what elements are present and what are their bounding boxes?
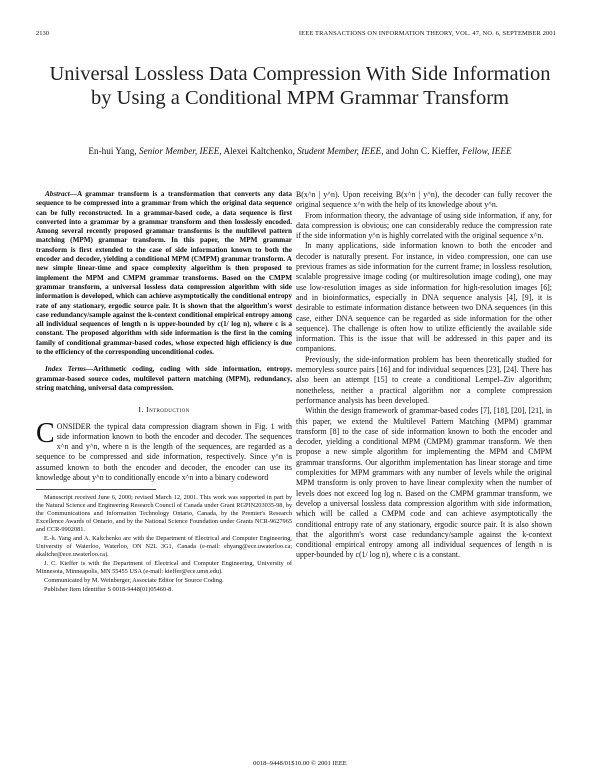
body-paragraph-4: Previously, the side-information problem has been theoretically studied for memoryless source pairs [16] and for individual sequences [23], [24]. There has also been an attempt [15] to create a conditional Lempel–Ziv algorithm; nonetheless, neither a practical algorithm nor a complete compression performance analysis has been developed. [296, 354, 552, 405]
intro-paragraph [36, 417, 292, 484]
running-header: IEEE TRANSACTIONS ON INFORMATION THEORY, VOL. 47, NO. 6, SEPTEMBER 2001 [298, 30, 556, 37]
left-column [36, 190, 292, 595]
author-1-name: En-hui Yang, [88, 146, 137, 156]
abstract-lead: Abstract— [45, 190, 77, 198]
section-heading: I. Introduction [138, 405, 190, 415]
abstract [36, 190, 292, 357]
footnote-affiliation-2: J. C. Kieffer is with the Department of Electrical and Computer Engineering, University of Minnesota, Minneapolis, MN 55455 USA (e-mail: kieffer@ece.umn.edu). [36, 560, 292, 576]
body-paragraph-1: B(x^n | y^n). Upon receiving B(x^n | y^n), the decoder can fully recover the original sequence x^n with the help of its knowledge about y^n. [296, 190, 552, 210]
footnote-communicated: Communicated by M. Weinberger, Associate Editor for Source Coding. [44, 577, 224, 585]
body-paragraph-2: From information theory, the advantage of using side information, if any, for data compression is obvious; one can considerably reduce the compression rate if the side information y^n is highly correlated with the original sequence x^n. [296, 210, 552, 241]
footnote-publisher-id: Publisher Item Identifier S 0018-9448(01)05460-8. [44, 586, 173, 594]
author-2-name: Alexei Kaltchenko, [223, 146, 295, 156]
abstract-text: A grammar transform is a transformation that converts any data sequence to be compressed into a grammar from which the original data sequence can be fully reconstructed. In a grammar-based code, a data sequence is first converted into a grammar by a grammar transform and then losslessly encoded. Among several recently proposed grammar transforms is the multilevel pattern matching (MPM) grammar transform. In this paper, the MPM grammar transform is first extended to the case of side information known to both the encoder and decoder, yielding a conditional MPM (CMPM) grammar transform. A new simple linear-time and space complexity algorithm is then proposed to implement the MPM and CMPM grammar transforms. Based on the CMPM grammar transform, a universal lossless data compression algorithm with side information is developed, which can achieve asymptotically the conditional entropy rate of any stationary, ergodic source pair. It is shown that the algorithm's worst case redundancy/sample against the k-context conditional empirical entropy among all individual sequences of length n is upper-bounded by c(1/ log n), where c is a constant. The proposed algorithm with side information is the first in the coming family of conditional grammar-based codes, whose expected high efficiency is due to the efficiency of the corresponding unconditional codes. [36, 190, 292, 357]
body-paragraph-5: Within the design framework of grammar-based codes [7], [18], [20], [21], in this paper, we extend the Multilevel Pattern Matching (MPM) grammar transform [8] to the case of side information known to both the encoder and decoder, yielding a conditional MPM (CMPM) grammar transform. We then propose a new simple algorithm for implementing the MPM and CMPM grammar transforms. Our algorithm implementation has linear storage and time complexities for MPM grammars with any number of levels while the original MPM transform is only proven to have linear complexity when the number of levels does not exceed log log n. Based on the CMPM grammar transform, we develop a universal lossless data compression algorithm with side information, which will be called a CMPM code and can achieve asymptotically the conditional entropy rate of any stationary, ergodic source pair. It is also shown that the algorithm's worst case redundancy/sample against the k-context conditional empirical entropy among all individual sequences of length n is upper-bounded by c(1/ log n), where c is a constant. [296, 406, 552, 560]
body-paragraph-3: In many applications, side information known to both the encoder and decoder is naturally present. For instance, in video compression, one can use previous frames as side information for the current frame; in lossless resolution, scalable progressive image coding (or multiresolution image coding), one may use low-resolution images as side information for high-resolution images [6]; and in bioinformatics, especially in DNA sequence analysis [4], [9], it is desirable to estimate information distance between two DNA sequences (in this case, either DNA sequence can be regarded as side information for the other sequence). The challenge is often how to utilize efficiently the available side information. This is the issue that will be addressed in this paper and its companions. [296, 241, 552, 354]
index-terms-lead: Index Terms— [45, 365, 94, 374]
index-terms-text: Arithmetic coding, coding with side information, entropy, grammar-based source codes, multilevel pattern matching (MPM), redundancy, string matching, universal data compression. [36, 365, 292, 392]
paper-title: Universal Lossless Data Compression With Side Information by Using a Conditional MPM Grammar Transform [49, 63, 551, 109]
author-line [20, 146, 580, 156]
author-1-role: Senior Member, IEEE, [138, 146, 222, 156]
copyright-footer: 0018–9448/01$10.00 © 2001 IEEE [253, 760, 347, 767]
right-column [296, 190, 552, 561]
author-2-role: Student Member, IEEE, [297, 146, 384, 156]
footnote-separator [36, 489, 156, 490]
footnotes [36, 494, 292, 594]
drop-cap: C [36, 417, 55, 449]
intro-text: the typical data compression diagram shown in Fig. 1 with side information known to both the encoder and decoder. The sequences x^n and y^n, where n is the length of the sequences, are regarded as a sequence to be compressed and side information, respectively. Since y^n is assumed known to both the encoder and decoder, the encoder can use its knowledge about y^n to conditionally encode x^n into a binary codeword [36, 421, 292, 483]
footnote-affiliation-1: E.-h. Yang and A. Kaltchenko are with the Department of Electrical and Computer Engineering, University of Waterloo, Waterloo, ON N2L 3G1, Canada (e-mail: ehyang@ece.uwaterloo.ca; akaltche@ece.uwaterloo.ca). [36, 535, 292, 559]
author-3-role: Fellow, IEEE [462, 146, 512, 156]
intro-first-word: ONSIDER [56, 421, 91, 431]
index-terms [36, 365, 292, 393]
author-3-name: and John C. Kieffer, [385, 146, 460, 156]
page-number: 2130 [36, 30, 49, 37]
footnote-manuscript: Manuscript received June 6, 2000; revised March 12, 2001. This work was supported in part by the Natural Science and Engineering Research Council of Canada under Grant RGPIN203035-98, by the Communications and Information Technology Ontario, Canada, by the Premier's Research Excellence Awards of Ontario, and by the National Science Foundation under Grants NCR-9627965 and CCR-9902081. [36, 494, 292, 534]
